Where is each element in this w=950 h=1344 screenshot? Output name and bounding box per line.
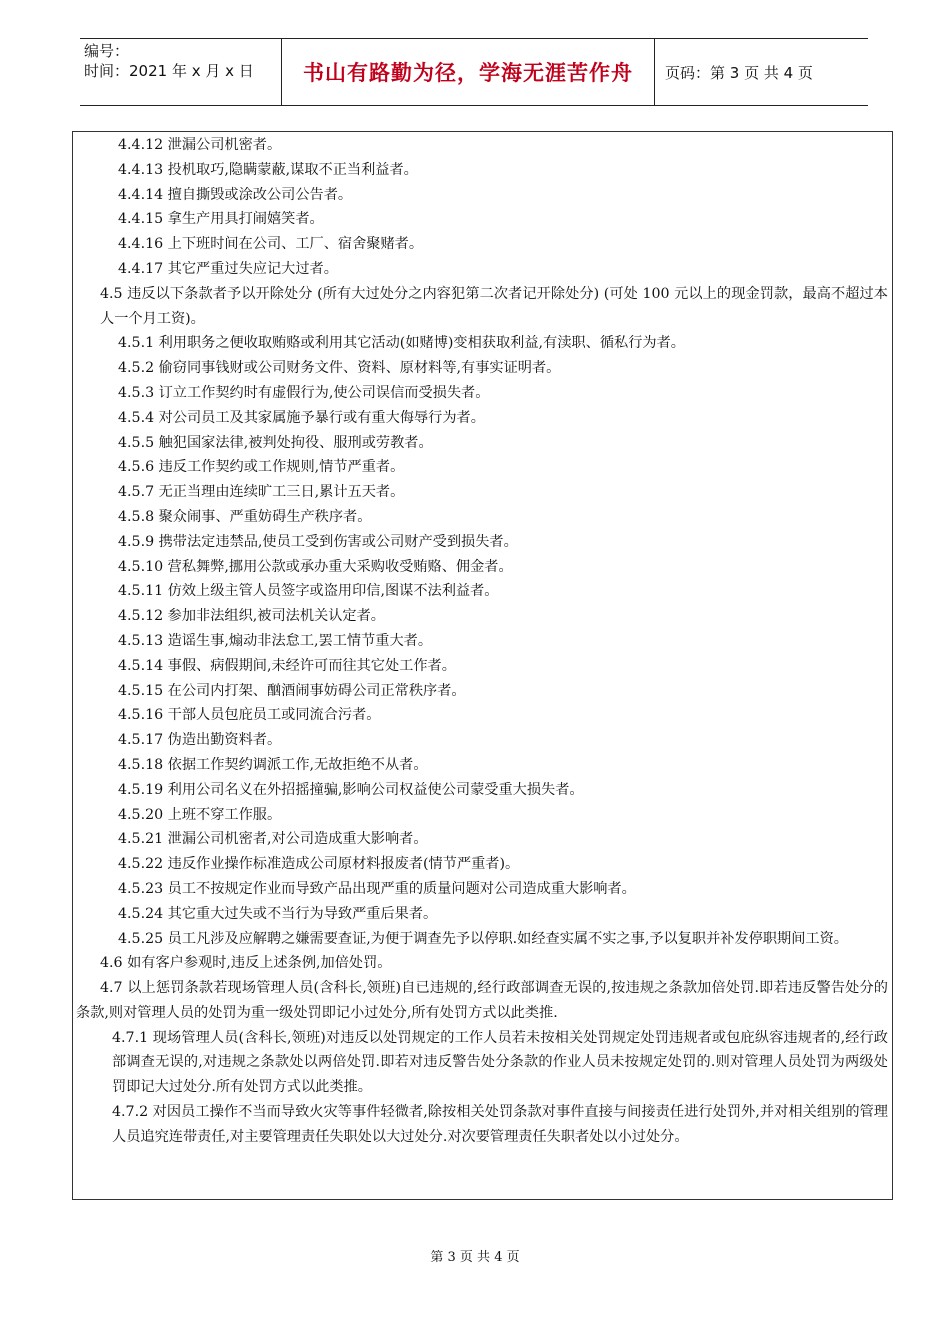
clause-4-4-12: 4.4.12 泄漏公司机密者。 [118, 137, 282, 153]
header-motto: 书山有路勤为径，学海无涯苦作舟 [282, 39, 655, 105]
clause-4-7: 4.7 以上惩罚条款若现场管理人员(含科长,领班)自已违规的,经行政部调查无误的,按违规之条款加倍处罚.即若违反警告处分的条款,则对管理人员的处罚为重一级处罚即记小过处分,所有处罚方式以此类推. [76, 980, 888, 1021]
document-date: 时间：2021 年 x 月 x 日 [84, 62, 254, 80]
page-header [80, 38, 868, 106]
clause-4-7-2 [76, 1100, 888, 1150]
clause-4-5-item: 4.5.5 触犯国家法律,被判处拘役、服刑或劳教者。 [118, 434, 433, 451]
clause-4-5-item: 4.5.3 订立工作契约时有虚假行为,使公司误信而受损失者。 [118, 384, 490, 401]
clause-4-5-item: 4.5.9 携带法定违禁品,使员工受到伤害或公司财产受到损失者。 [118, 533, 518, 550]
header-meta [80, 39, 282, 105]
section-4-5-title: 4.5 违反以下条款者予以开除处分 (所有大过处分之内容犯第二次者记开除处分) (可处 100 元以上的现金罚款，最高不超过本人一个月工资)。 [100, 285, 888, 327]
clause-4-5-item: 4.5.16 干部人员包庇员工或同流合污者。 [118, 707, 381, 724]
clause-4-5-item: 4.5.10 营私舞弊,挪用公款或承办重大采购收受贿赂、佣金者。 [118, 558, 513, 575]
clause-4-5-item: 4.5.11 仿效上级主管人员签字或盗用印信,图谋不法利益者。 [118, 583, 499, 600]
page-footer: 第 3 页 共 4 页 [430, 1250, 520, 1265]
header-page-info: 页码：第 3 页 共 4 页 [665, 63, 813, 82]
clause-4-5-item: 4.5.22 违反作业操作标准造成公司原材料报废者(情节严重者)。 [118, 856, 520, 873]
clause-4-5-item: 4.5.15 在公司内打架、酗酒闹事妨碍公司正常秩序者。 [118, 682, 466, 699]
clause-4-4-16: 4.4.16 上下班时间在公司、工厂、宿舍聚赌者。 [118, 236, 424, 253]
clause-4-5-item: 4.5.17 伪造出勤资料者。 [118, 732, 282, 749]
clause-4-4-13: 4.4.13 投机取巧,隐瞒蒙蔽,谋取不正当利益者。 [118, 161, 418, 178]
clause-4-5-item: 4.5.14 事假、病假期间,未经许可而往其它处工作者。 [118, 657, 456, 674]
clause-4-5-item: 4.5.6 违反工作契约或工作规则,情节严重者。 [118, 459, 405, 476]
clause-4-5-item: 4.5.24 其它重大过失或不当行为导致严重后果者。 [118, 905, 438, 922]
clause-4-5-item: 4.5.1 利用职务之便收取贿赂或利用其它活动(如赌博)变相获取利益,有渎职、循私行为者。 [118, 335, 685, 352]
clause-4-5-item: 4.5.18 依据工作契约调派工作,无故拒绝不从者。 [118, 756, 428, 773]
clause-4-4-14: 4.4.14 擅自撕毁或涂改公司公告者。 [118, 186, 353, 203]
document-body [76, 133, 888, 1150]
clause-4-7-1 [76, 1026, 888, 1100]
clause-4-6: 4.6 如有客户参观时,违反上述条例,加倍处罚。 [100, 955, 392, 972]
clause-4-5-item: 4.5.12 参加非法组织,被司法机关认定者。 [118, 608, 385, 625]
clause-4-7-2-text: 4.7.2 对因员工操作不当而导致火灾等事件轻微者,除按相关处罚条款对事件直接与间接责任进行处罚外,并对相关组别的管理人员追究连带责任,对主要管理责任失职处以大过处分.对次要管理责任失职者处以小过处分。 [112, 1104, 888, 1145]
section-4-5-items [76, 331, 888, 926]
clause-4-4-17: 4.4.17 其它严重过失应记大过者。 [118, 260, 338, 277]
clause-4-5-item: 4.5.8 聚众闹事、严重妨碍生产秩序者。 [118, 508, 372, 525]
clause-4-5-item: 4.5.4 对公司员工及其家属施予暴行或有重大侮辱行为者。 [118, 409, 485, 426]
clause-4-5-item: 4.5.20 上班不穿工作服。 [118, 806, 282, 823]
clause-4-7-1-text: 4.7.1 现场管理人员(含科长,领班)对违反以处罚规定的工作人员若未按相关处罚规定处罚违规者或包庇纵容违规者的,经行政部调查无误的,对违规之条款处以两倍处罚.即若对违反警告处分条款的作业人员未按规定处罚的.则对管理人员处罚为两级处罚即记大过处分.所有处罚方式以此类推。 [112, 1029, 888, 1096]
clause-4-5-25: 4.5.25 员工凡涉及应解聘之嫌需要查证,为便于调查先予以停职.如经查实属不实之事,予以复职并补发停职期间工资。 [118, 930, 848, 947]
clause-4-5-item: 4.5.19 利用公司名义在外招摇撞骗,影响公司权益使公司蒙受重大损失者。 [118, 781, 584, 798]
clause-4-5-item: 4.5.23 员工不按规定作业而导致产品出现严重的质量问题对公司造成重大影响者。 [118, 880, 636, 897]
clause-4-5-item: 4.5.21 泄漏公司机密者,对公司造成重大影响者。 [118, 831, 428, 848]
clause-4-5-item: 4.5.13 造谣生事,煽动非法怠工,罢工情节重大者。 [118, 632, 433, 649]
document-number-label: 编号： [84, 42, 130, 60]
clause-4-5-item: 4.5.2 偷窃同事钱财或公司财务文件、资料、原材料等,有事实证明者。 [118, 360, 561, 377]
clause-4-5-item: 4.5.7 无正当理由连续旷工三日,累计五天者。 [118, 484, 405, 501]
clause-4-4-15: 4.4.15 拿生产用具打闹嬉笑者。 [118, 211, 324, 228]
